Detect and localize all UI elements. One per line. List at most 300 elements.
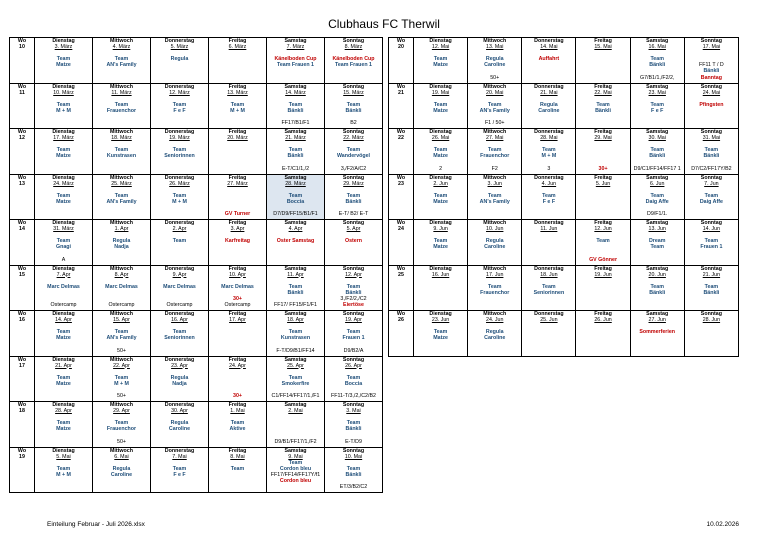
assignment-text [267,75,324,81]
day-name: Dienstag [52,38,75,44]
assignment-text [631,348,684,354]
week-row [389,83,739,129]
day-name: Sonntag [342,311,365,317]
assignment-text [414,120,467,126]
assignment-text: Matze [433,107,448,114]
day-date: 21. März [285,135,306,142]
day-cell[interactable] [35,129,93,175]
assignment-text: 50+ [490,74,500,81]
assignment-text: Marc Delmas [163,283,196,290]
day-cell[interactable] [468,311,522,357]
day-cell[interactable] [684,265,738,311]
week-number-cell [389,311,414,357]
day-cell[interactable] [209,174,267,220]
day-cell[interactable] [267,83,325,129]
assignment-text [631,302,684,308]
assignment-text: Känelboden Cup [332,56,375,63]
day-date: 10. Apr [229,271,246,278]
assignment-text [576,302,629,308]
day-date: 19. Mai [431,89,450,96]
assignment-text: Team [56,374,71,381]
day-name: Freitag [594,220,612,226]
week-row [10,220,383,266]
day-cell[interactable] [414,265,468,311]
day-name: Samstag [284,311,307,317]
assignment-text: A [61,256,66,263]
day-cell[interactable] [209,265,267,311]
day-cell[interactable] [325,129,383,175]
day-cell[interactable] [468,220,522,266]
week-row [10,311,383,357]
assignment-text: Team [288,101,303,108]
day-cell[interactable] [684,311,738,357]
day-cell[interactable] [468,265,522,311]
week-row [389,129,739,175]
day-name: Dienstag [52,174,75,181]
day-cell[interactable] [267,129,325,175]
day-cell[interactable] [325,174,383,220]
day-cell[interactable] [267,38,325,84]
assignment-text [93,75,150,81]
day-cell[interactable] [684,83,738,129]
day-cell[interactable] [209,311,267,357]
day-cell[interactable] [267,402,325,448]
day-cell[interactable] [325,311,383,357]
day-cell[interactable] [209,83,267,129]
day-cell[interactable] [151,447,209,493]
assignment-text: Bänkli [649,289,666,296]
assignment-text: 30+ [233,393,242,400]
day-cell[interactable] [325,402,383,448]
assignment-text [414,75,467,81]
page-title: Clubhaus FC Therwil [328,17,440,31]
day-cell[interactable] [630,311,684,357]
day-date: 1. Apr [114,226,129,233]
day-cell[interactable] [325,356,383,402]
day-cell[interactable] [267,356,325,402]
day-cell[interactable] [93,174,151,220]
day-date: 11. Jun [540,226,558,233]
day-date: 26. Jun [594,317,612,324]
day-cell[interactable] [414,129,468,175]
day-cell[interactable] [209,38,267,84]
assignment-text [685,120,738,126]
day-name: Donnerstag [534,174,564,181]
day-date: 18. März [111,135,132,142]
day-cell[interactable] [35,83,93,129]
day-date: 24. Mai [702,89,721,96]
day-cell[interactable] [93,38,151,84]
day-date: 17. Mai [702,44,721,51]
week-row [389,311,739,357]
day-name: Freitag [228,447,247,454]
day-name: Samstag [646,129,669,135]
assignment-text [522,302,575,308]
day-date: 7. Mai [172,453,187,460]
day-cell[interactable] [151,174,209,220]
assignment-text: Matze [433,153,448,160]
assignment-text: Team [346,101,361,108]
day-date: 24. März [53,180,74,187]
day-name: Donnerstag [534,83,564,90]
assignment-text: Frauenchor [480,289,510,296]
day-name: Freitag [228,129,247,135]
assignment-text: F e F [173,471,186,478]
day-cell[interactable] [414,83,468,129]
day-cell[interactable] [576,265,630,311]
assignment-text: AN's Family [106,62,137,69]
day-name: Mittwoch [110,38,133,44]
day-cell[interactable] [35,220,93,266]
day-name: Sonntag [342,402,365,408]
assignment-text: Frauenchor [106,426,137,433]
day-date: 28. Mai [540,135,558,142]
week-label: Wo [396,220,406,226]
day-cell[interactable] [151,311,209,357]
week-number-cell [10,265,35,311]
day-cell[interactable] [468,174,522,220]
week-label: Wo [396,38,406,44]
assignment-text: Matze [56,62,71,69]
day-cell[interactable] [684,38,738,84]
assignment-text: Matze [56,153,71,160]
day-cell[interactable] [468,83,522,129]
assignment-text: Caroline [110,471,133,478]
day-cell[interactable] [325,220,383,266]
day-cell[interactable] [576,129,630,175]
day-cell[interactable] [267,447,325,493]
day-date: 1. Mai [230,408,245,415]
day-date: 26. März [169,180,190,187]
day-cell[interactable] [35,174,93,220]
day-cell[interactable] [151,402,209,448]
day-cell[interactable] [93,83,151,129]
week-number-cell [389,129,414,175]
day-name: Samstag [284,220,307,226]
day-cell[interactable] [209,447,267,493]
assignment-text: Team [172,238,187,245]
assignment-text [35,75,92,81]
day-cell[interactable] [522,174,576,220]
day-cell[interactable] [576,83,630,129]
assignment-text [631,120,684,126]
assignment-text: D7/C2/FF17Y/B2 [691,165,732,172]
assignment-text: Team [56,465,71,472]
day-name: Sonntag [342,174,365,181]
assignment-text: Team [650,56,664,63]
day-name: Donnerstag [164,174,195,181]
day-name: Dienstag [52,356,75,363]
week-label: Wo [17,174,27,181]
day-cell[interactable] [151,220,209,266]
day-cell[interactable] [630,38,684,84]
week-row [10,402,383,448]
day-cell[interactable] [151,38,209,84]
assignment-text: F e F [542,198,556,205]
day-name: Dienstag [52,83,75,90]
day-cell[interactable] [468,129,522,175]
day-name: Sonntag [342,265,365,272]
day-cell[interactable] [684,220,738,266]
assignment-text: Team [288,374,303,381]
assignment-text [522,120,575,126]
week-number-cell [10,356,35,402]
assignment-text: Ostercamp [166,302,193,309]
assignment-text [151,484,208,490]
day-name: Mittwoch [110,129,133,135]
day-cell[interactable] [209,129,267,175]
day-cell[interactable] [522,83,576,129]
day-date: 31. Mai [702,135,721,142]
day-date: 14. März [285,89,306,96]
day-cell[interactable] [151,265,209,311]
week-number: 19 [19,453,25,460]
assignment-text: Team [433,56,448,63]
assignment-text: FF17/ FF15/F1/F1 [274,302,317,309]
assignment-text: Team [650,147,664,154]
day-cell[interactable] [522,129,576,175]
day-cell[interactable] [325,447,383,493]
assignment-text: Team [230,465,245,472]
assignment-text: Team [172,147,187,154]
assignment-text [209,75,266,81]
day-cell[interactable] [93,311,151,357]
day-cell[interactable] [684,174,738,220]
assignment-text: Regula [170,420,189,427]
assignment-text: Regula [540,101,558,108]
assignment-text: Frauenchor [480,153,510,160]
day-date: 26. Apr [345,362,362,369]
day-cell[interactable] [209,402,267,448]
assignment-text: Seniorinnen [164,153,195,160]
assignment-text: Ostercamp [108,302,135,309]
assignment-text: Regula [485,56,504,63]
day-date: 4. März [112,44,131,51]
day-cell[interactable] [35,447,93,493]
day-cell[interactable] [630,129,684,175]
day-cell[interactable] [267,174,325,220]
assignment-text: Boccia [344,380,363,387]
day-cell[interactable] [93,402,151,448]
day-date: 12. März [169,89,190,96]
assignment-text: Bänkli [287,289,304,296]
day-date: 2. Jun [433,180,448,187]
day-cell[interactable] [35,402,93,448]
day-name: Dienstag [429,83,452,90]
day-cell[interactable] [325,38,383,84]
week-number: 18 [19,408,25,415]
day-cell[interactable] [35,265,93,311]
day-date: 20. Mai [486,89,504,96]
assignment-text: ET/3/B2/C2 [339,484,368,491]
day-cell[interactable] [93,356,151,402]
assignment-text: Matze [433,335,448,342]
assignment-text: 30+ [598,165,608,172]
assignment-text: Team [114,374,129,381]
day-cell[interactable] [93,265,151,311]
assignment-text: Caroline [538,107,560,114]
week-row [389,174,739,220]
day-name: Mittwoch [483,38,507,44]
day-cell[interactable] [630,220,684,266]
week-label: Wo [396,265,406,272]
day-date: 12. Apr [345,271,362,278]
assignment-text: F-T/D9/B1/FF14 [276,347,315,354]
assignment-text [267,484,324,490]
assignment-text: Frauen 1 [700,244,723,251]
day-name: Donnerstag [534,265,564,272]
day-cell[interactable] [522,38,576,84]
week-row [10,38,383,84]
day-name: Dienstag [52,265,75,272]
assignment-text: Bänkli [287,153,304,160]
week-number: 17 [19,362,25,369]
day-cell[interactable] [468,38,522,84]
day-date: 4. Jun [541,180,557,187]
day-date: 27. März [227,180,248,187]
day-cell[interactable] [576,38,630,84]
day-cell[interactable] [414,220,468,266]
day-name: Sonntag [700,38,722,44]
day-date: 5. Apr [346,226,361,233]
day-date: 9. Jun [433,226,448,233]
assignment-text [522,75,575,81]
day-name: Samstag [646,38,669,44]
assignment-text [414,257,467,263]
assignment-text: Team [114,329,129,336]
day-name: Donnerstag [534,220,564,226]
day-cell[interactable] [576,220,630,266]
day-cell[interactable] [209,220,267,266]
day-cell[interactable] [630,83,684,129]
assignment-text: Team [114,420,129,427]
day-cell[interactable] [522,220,576,266]
day-name: Samstag [646,220,669,226]
day-cell[interactable] [576,174,630,220]
day-date: 16. Mai [648,44,666,51]
assignment-text: Team [288,329,303,336]
day-date: 19. Apr [345,317,362,324]
assignment-text: 2 [439,165,443,172]
week-number: 24 [398,226,404,233]
assignment-text: Caroline [484,62,506,69]
week-number-cell [10,83,35,129]
day-name: Freitag [228,265,247,272]
day-cell[interactable] [414,311,468,357]
assignment-text [93,166,150,172]
assignment-text: Matze [56,335,71,342]
day-cell[interactable] [267,265,325,311]
assignment-text [522,211,575,217]
day-date: 10. Jun [486,226,504,233]
day-date: 14. Jun [702,226,721,233]
day-name: Samstag [284,402,307,408]
day-cell[interactable] [522,265,576,311]
day-name: Donnerstag [164,129,195,135]
week-label: Wo [17,447,27,454]
week-number: 25 [398,271,404,278]
assignment-text: D9/F1/1. [647,211,668,218]
week-number: 10 [19,44,25,51]
assignment-text: F1 / 50+ [484,120,505,127]
assignment-text [209,484,266,490]
assignment-text: Regula [112,238,131,245]
day-cell[interactable] [325,265,383,311]
day-name: Mittwoch [110,83,133,90]
day-cell[interactable] [93,220,151,266]
day-cell[interactable] [93,447,151,493]
week-row [10,356,383,402]
day-cell[interactable] [576,311,630,357]
assignment-text: Bänkli [345,471,362,478]
assignment-text: Team [56,192,71,199]
week-label: Wo [17,83,27,90]
day-cell[interactable] [35,356,93,402]
day-date: 22. Apr [113,362,130,369]
day-cell[interactable] [151,129,209,175]
day-cell[interactable] [684,129,738,175]
assignment-text: AN's Family [479,107,510,114]
day-name: Freitag [228,83,247,90]
day-date: 8. Apr [114,271,129,278]
assignment-text: Team [650,283,664,290]
day-cell[interactable] [522,311,576,357]
assignment-text [522,348,575,354]
day-name: Dienstag [52,311,75,317]
day-name: Freitag [228,220,247,226]
assignment-text [35,120,92,126]
assignment-text: Team [542,192,556,199]
week-label: Wo [396,129,406,135]
week-label: Wo [17,220,27,226]
day-cell[interactable] [267,311,325,357]
day-cell[interactable] [35,311,93,357]
day-date: 13. März [227,89,248,96]
day-cell[interactable] [414,174,468,220]
assignment-text: Nadja [172,380,187,387]
day-name: Freitag [594,83,612,90]
day-name: Sonntag [700,265,722,272]
day-date: 20. März [227,135,248,142]
day-cell[interactable] [151,83,209,129]
day-name: Samstag [646,311,669,317]
day-cell[interactable] [93,129,151,175]
day-cell[interactable] [630,265,684,311]
day-date: 30. Apr [171,408,188,415]
assignment-text: Team [114,192,129,199]
day-cell[interactable] [209,356,267,402]
day-cell[interactable] [35,38,93,84]
week-row [10,265,383,311]
day-name: Donnerstag [534,311,564,317]
day-cell[interactable] [151,356,209,402]
assignment-text: B2 [350,120,357,127]
day-cell[interactable] [630,174,684,220]
day-date: 9. Apr [172,271,187,278]
day-date: 27. Jun [648,317,666,324]
day-date: 28. Jun [702,317,721,324]
day-cell[interactable] [414,38,468,84]
assignment-text: Team [56,238,71,245]
assignment-text [685,211,738,217]
assignment-text [685,302,738,308]
assignment-text [151,393,208,399]
day-cell[interactable] [325,83,383,129]
assignment-text: Team [56,329,71,336]
day-cell[interactable] [267,220,325,266]
week-number-cell [10,129,35,175]
assignment-text [151,75,208,81]
